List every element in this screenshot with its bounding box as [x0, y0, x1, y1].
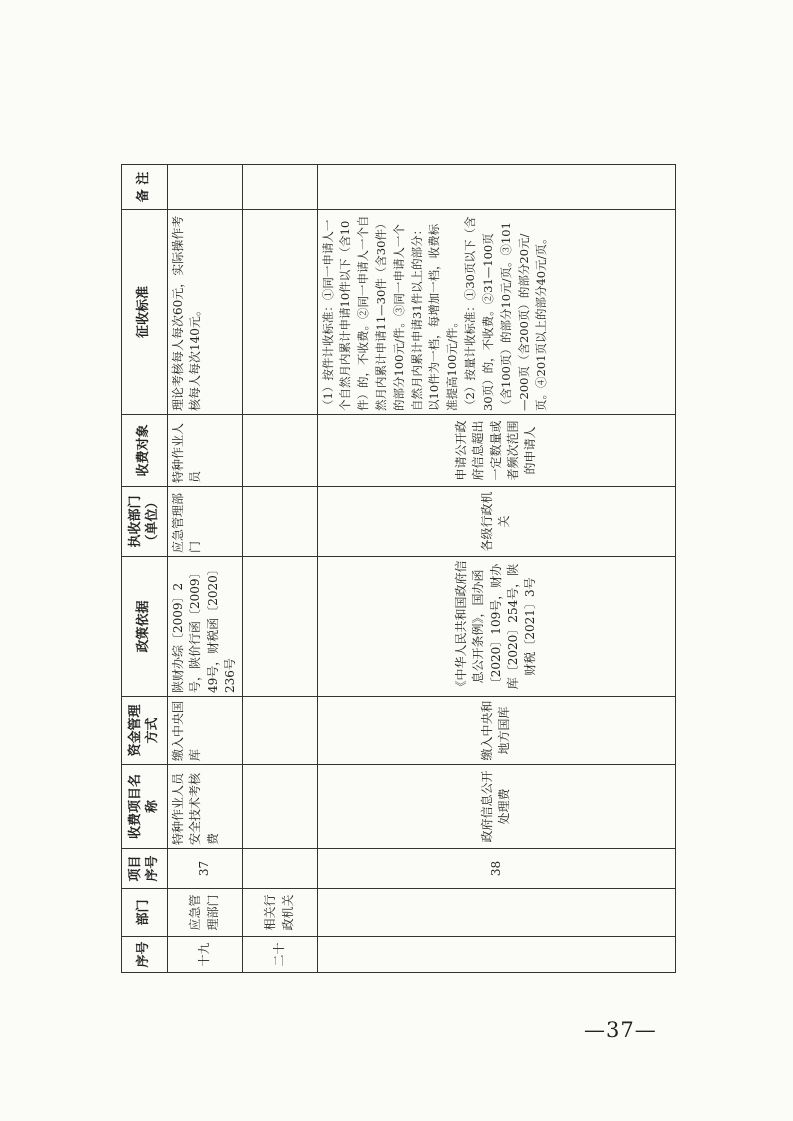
row-dept: 相关行政机关 [242, 889, 317, 937]
row-standard [242, 210, 317, 415]
row-target [242, 415, 317, 487]
row-seq: 十九 [168, 937, 243, 973]
row-standard [317, 210, 675, 415]
header-item-no: 项目序号 [122, 849, 168, 889]
row-item-no: 38 [317, 849, 675, 889]
rotated-table-container [121, 165, 676, 973]
header-row [122, 165, 168, 973]
table-row [242, 165, 317, 973]
row-exec-dept: 应急管理部门 [168, 487, 243, 557]
header-exec-dept: 执收部门（单位） [122, 487, 168, 557]
row-standard: 理论考核每人每次60元，实际操作考核每人每次140元。 [168, 210, 243, 415]
row-seq: 二十 [242, 937, 317, 973]
row-policy: 《中华人民共和国政府信息公开条例》，国办函〔2020〕109号，财办库〔2020〕254号，陕财税〔2021〕3号 [317, 557, 675, 697]
row-policy [242, 557, 317, 697]
row-remark [317, 165, 675, 210]
table-row [317, 165, 675, 973]
row-fund-mgmt [242, 697, 317, 765]
fee-table [121, 164, 676, 973]
row-policy: 陕财办综〔2009〕2号，陕价行函〔2009〕49号，财税函〔2020〕236号 [168, 557, 243, 697]
row-item-name: 政府信息公开处理费 [317, 765, 675, 849]
row-dept: 应急管理部门 [168, 889, 243, 937]
row-fund-mgmt: 缴入中央和地方国库 [317, 697, 675, 765]
standard-paragraph: （2）按量计收标准：①30页以下（含30页）的，不收费。②31—100页（含100页）的部分10元/页。③101—200页（含200页）的部分20元/页。④201页以上的部分40元/页。 [463, 216, 549, 411]
header-standard: 征收标准 [122, 210, 168, 415]
row-remark [242, 165, 317, 210]
row-item-name [242, 765, 317, 849]
row-seq [317, 937, 675, 973]
header-dept: 部门 [122, 889, 168, 937]
header-policy: 政策依据 [122, 557, 168, 697]
row-fund-mgmt: 缴入中央国库 [168, 697, 243, 765]
page-number: —37— [584, 1018, 657, 1042]
row-item-no [242, 849, 317, 889]
header-target: 收费对象 [122, 415, 168, 487]
header-seq: 序号 [122, 937, 168, 973]
row-target: 特种作业人员 [168, 415, 243, 487]
row-dept [317, 889, 675, 937]
row-exec-dept: 各级行政机关 [317, 487, 675, 557]
row-item-name: 特种作业人员安全技术考核费 [168, 765, 243, 849]
header-remark: 备 注 [122, 165, 168, 210]
row-target: 申请公开政府信息超出一定数量或者频次范围的申请人 [317, 415, 675, 487]
row-exec-dept [242, 487, 317, 557]
row-item-no: 37 [168, 849, 243, 889]
row-remark [168, 165, 243, 210]
standard-paragraph: （1）按件计收标准：①同一申请人一个自然月内累计申请10件以下（含10件）的，不收费。②同一申请人一个自然月内累计申请11—30件（含30件）的部分100元/件。③同一申请人一个自然月内累计申请31件以上的部分：以10件为一档，每增加一档，收费标准提高100元/件。 [320, 215, 460, 411]
table-row [168, 165, 243, 973]
header-item-name: 收费项目名称 [122, 765, 168, 849]
header-fund-mgmt: 资金管理方式 [122, 697, 168, 765]
